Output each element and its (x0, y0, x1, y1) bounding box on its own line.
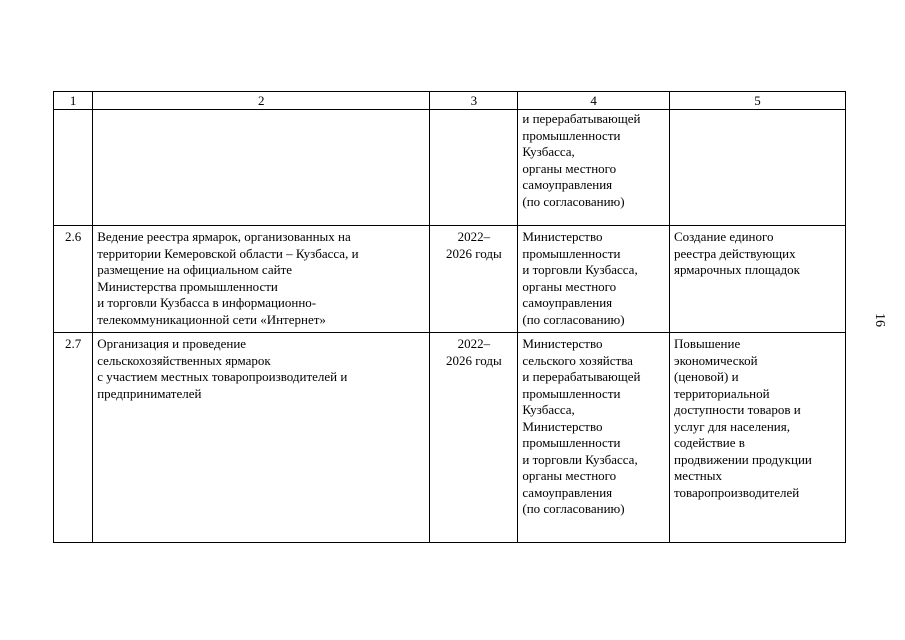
text-line: Кузбасса, (522, 144, 575, 159)
text-line: услуг для населения, (673, 418, 790, 434)
text-line: промышленности (522, 127, 621, 143)
text-line: и перерабатывающей (522, 369, 641, 384)
text-line: предпринимателей (97, 385, 202, 401)
text-line: экономической (673, 352, 758, 368)
text-line: и торговли Кузбасса, (522, 451, 638, 467)
text-line: сельского хозяйства (522, 352, 633, 368)
plan-table (53, 91, 846, 543)
text-line: Министерство (522, 229, 603, 244)
header-cell-2: 2 (93, 92, 430, 110)
text-line: телекоммуникационной сети «Интернет» (97, 311, 326, 327)
header-cell-5: 5 (669, 92, 845, 110)
text-line: местных (673, 468, 722, 483)
text-line: Кузбасса, (522, 402, 575, 417)
text-line: органы местного (522, 278, 617, 294)
text-line: реестра действующих (673, 245, 796, 261)
text-line: промышленности (522, 435, 621, 450)
result-cell (669, 110, 845, 226)
text-line: (по согласованию) (522, 501, 625, 516)
text-line: продвижении продукции (673, 451, 812, 467)
event-name-cell (93, 333, 430, 543)
header-cell-1: 1 (54, 92, 93, 110)
text-line: промышленности (522, 245, 621, 261)
text-line: 2022– (457, 229, 491, 244)
text-line: и перерабатывающей (522, 111, 641, 126)
period-cell (430, 110, 518, 226)
text-line: 2022– (457, 336, 491, 351)
table-row (54, 226, 846, 333)
text-line: территории Кемеровской области – Кузбасса, и (97, 245, 359, 261)
table-row (54, 333, 846, 543)
text-line: 2026 годы (446, 245, 502, 261)
text-line: товаропроизводителей (673, 484, 800, 500)
period-cell (430, 333, 518, 543)
result-cell (669, 333, 845, 543)
executor-cell (518, 110, 670, 226)
text-line: Министерство (522, 418, 603, 434)
text-line: Ведение реестра ярмарок, организованных на (97, 229, 351, 244)
text-line: (по согласованию) (522, 311, 625, 327)
executor-cell (518, 226, 670, 333)
text-line: (по согласованию) (522, 193, 625, 209)
text-line: (ценовой) и (673, 369, 739, 384)
text-line: содействие в (673, 435, 745, 450)
header-cell-4: 4 (518, 92, 670, 110)
text-line: промышленности (522, 385, 621, 401)
text-line: доступности товаров и (673, 402, 801, 417)
row-number-cell: 2.6 (54, 226, 93, 333)
page-number: 16 (872, 313, 887, 327)
text-line: и торговли Кузбасса в информационно- (97, 295, 317, 310)
header-cell-3: 3 (430, 92, 518, 110)
row-number-cell (54, 110, 93, 226)
text-line: территориальной (673, 385, 770, 401)
text-line: ярмарочных площадок (673, 262, 800, 277)
text-line: Министерства промышленности (97, 278, 278, 294)
table-row (54, 110, 846, 226)
text-line: с участием местных товаропроизводителей и (97, 369, 348, 384)
text-line: самоуправления (522, 295, 613, 310)
text-line: и торговли Кузбасса, (522, 262, 638, 277)
executor-cell (518, 333, 670, 543)
text-line: Министерство (522, 336, 603, 351)
text-line: органы местного (522, 468, 617, 483)
text-line: самоуправления (522, 484, 613, 500)
row-number-cell: 2.7 (54, 333, 93, 543)
text-line: размещение на официальном сайте (97, 262, 293, 277)
text-line: органы местного (522, 160, 617, 176)
result-cell (669, 226, 845, 333)
header-row (54, 92, 846, 110)
text-line: Создание единого (673, 229, 774, 244)
text-line: самоуправления (522, 177, 613, 192)
event-name-cell (93, 226, 430, 333)
period-cell (430, 226, 518, 333)
text-line: Организация и проведение (97, 336, 247, 351)
event-name-cell (93, 110, 430, 226)
text-line: Повышение (673, 336, 741, 351)
text-line: 2026 годы (446, 352, 502, 368)
text-line: сельскохозяйственных ярмарок (97, 352, 271, 368)
